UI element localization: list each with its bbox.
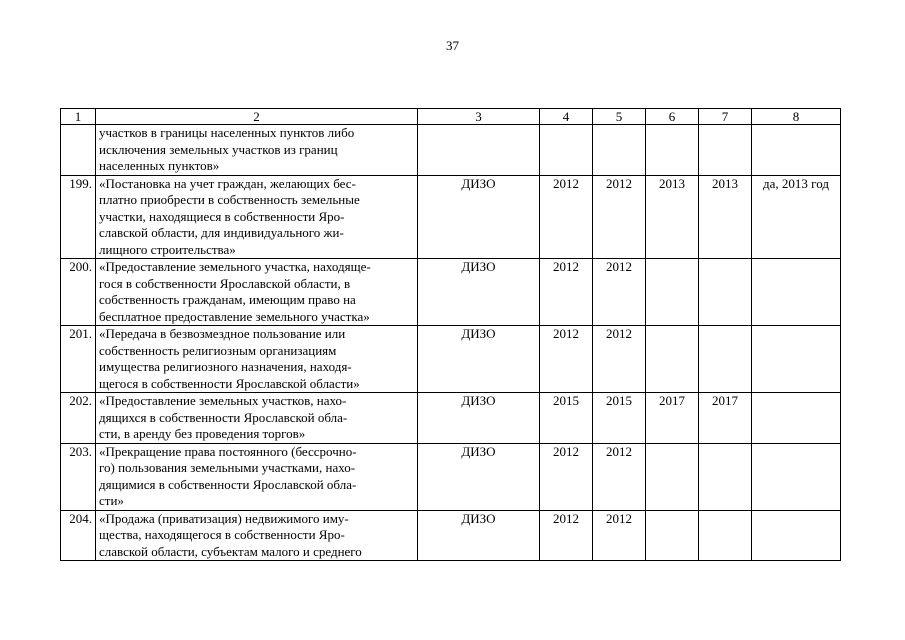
table-row	[61, 326, 841, 393]
column-6-cell	[646, 510, 699, 561]
service-description-cell	[96, 510, 418, 561]
column-4-cell: 2012	[540, 326, 593, 393]
row-number-cell: 201.	[61, 326, 96, 393]
service-description-line: участки, находящиеся в собственности Яро-	[99, 208, 345, 224]
column-3-cell: ДИЗО	[418, 393, 540, 444]
service-description-line: щества, находящегося в собственности Яро-	[99, 527, 345, 542]
column-3-cell	[418, 125, 540, 176]
column-5-cell: 2012	[593, 510, 646, 561]
header-cell-8: 8	[752, 109, 841, 125]
page-number: 37	[446, 38, 459, 53]
service-description-line: сти, в аренду без проведения торгов»	[99, 426, 306, 441]
column-5-cell: 2012	[593, 443, 646, 510]
column-8-cell	[752, 125, 841, 176]
column-4-cell: 2012	[540, 259, 593, 326]
table-row	[61, 175, 841, 259]
column-4-cell: 2012	[540, 510, 593, 561]
column-4-cell: 2015	[540, 393, 593, 444]
column-8-cell	[752, 259, 841, 326]
column-3-cell: ДИЗО	[418, 259, 540, 326]
column-7-cell: 2013	[699, 175, 752, 259]
column-8-cell: да, 2013 год	[752, 175, 841, 259]
service-description-line: платно приобрести в собственность земельные	[99, 192, 360, 207]
column-6-cell: 2017	[646, 393, 699, 444]
header-cell-6: 6	[646, 109, 699, 125]
row-number-cell: 200.	[61, 259, 96, 326]
table-body	[61, 109, 841, 561]
column-7-cell	[699, 326, 752, 393]
service-description-cell	[96, 259, 418, 326]
column-7-cell: 2017	[699, 393, 752, 444]
service-description-line: собственность религиозным организациям	[99, 342, 337, 358]
column-4-cell: 2012	[540, 175, 593, 259]
row-number-cell: 203.	[61, 443, 96, 510]
service-description-line: сти»	[99, 493, 124, 508]
service-description-line: «Предоставление земельного участка, находяще-	[99, 259, 371, 274]
service-description-line: лищного строительства»	[99, 241, 236, 257]
service-description-line: го) пользования земельными участками, нахо-	[99, 460, 356, 475]
service-description-cell	[96, 326, 418, 393]
column-5-cell	[593, 125, 646, 176]
header-cell-5: 5	[593, 109, 646, 125]
column-6-cell	[646, 125, 699, 176]
service-description-line: «Продажа (приватизация) недвижимого иму-	[99, 510, 349, 526]
services-table	[60, 108, 841, 561]
header-cell-2: 2	[96, 109, 418, 125]
column-6-cell	[646, 259, 699, 326]
header-cell-7: 7	[699, 109, 752, 125]
table-row	[61, 393, 841, 444]
service-description-line: «Предоставление земельных участков, нахо-	[99, 393, 347, 408]
service-description-line: славской области, для индивидуального жи-	[99, 225, 344, 240]
header-cell-1: 1	[61, 109, 96, 125]
column-7-cell	[699, 259, 752, 326]
column-5-cell: 2012	[593, 175, 646, 259]
column-6-cell	[646, 443, 699, 510]
column-3-cell: ДИЗО	[418, 443, 540, 510]
header-cell-4: 4	[540, 109, 593, 125]
column-6-cell: 2013	[646, 175, 699, 259]
column-4-cell	[540, 125, 593, 176]
service-description-line: имущества религиозного назначения, находя-	[99, 359, 352, 374]
service-description-line: дящихся в собственности Ярославской обла-	[99, 409, 348, 425]
column-8-cell	[752, 393, 841, 444]
column-8-cell	[752, 443, 841, 510]
service-description-line: дящимися в собственности Ярославской обла-	[99, 476, 357, 492]
column-5-cell: 2012	[593, 259, 646, 326]
table-row	[61, 259, 841, 326]
header-cell-3: 3	[418, 109, 540, 125]
service-description-cell	[96, 393, 418, 444]
service-description-line: собственность гражданам, имеющим право на	[99, 292, 356, 307]
service-description-line: «Постановка на учет граждан, желающих бес-	[99, 175, 356, 191]
column-3-cell: ДИЗО	[418, 510, 540, 561]
service-description-line: «Передача в безвозмездное пользование или	[99, 326, 346, 341]
row-number-cell: 199.	[61, 175, 96, 259]
column-7-cell	[699, 510, 752, 561]
row-number-cell	[61, 125, 96, 176]
column-3-cell: ДИЗО	[418, 326, 540, 393]
service-description-line: участков в границы населенных пунктов либо	[99, 125, 355, 140]
service-description-line: исключения земельных участков из границ	[99, 141, 338, 157]
column-5-cell: 2012	[593, 326, 646, 393]
column-8-cell	[752, 510, 841, 561]
row-number-cell: 202.	[61, 393, 96, 444]
column-6-cell	[646, 326, 699, 393]
row-number-cell: 204.	[61, 510, 96, 561]
column-7-cell	[699, 125, 752, 176]
table-row	[61, 125, 841, 176]
service-description-line: «Прекращение права постоянного (бессрочно-	[99, 443, 357, 459]
column-5-cell: 2015	[593, 393, 646, 444]
table-header-row	[61, 109, 841, 125]
service-description-line: щегося в собственности Ярославской области»	[99, 375, 360, 391]
table-row	[61, 510, 841, 561]
service-description-line: населенных пунктов»	[99, 158, 220, 173]
column-3-cell: ДИЗО	[418, 175, 540, 259]
service-description-cell	[96, 443, 418, 510]
service-description-cell	[96, 125, 418, 176]
column-8-cell	[752, 326, 841, 393]
column-7-cell	[699, 443, 752, 510]
column-4-cell: 2012	[540, 443, 593, 510]
service-description-line: славской области, субъектам малого и среднего	[99, 543, 362, 559]
service-description-line: гося в собственности Ярославской области, в	[99, 275, 351, 291]
table-row	[61, 443, 841, 510]
service-description-cell	[96, 175, 418, 259]
service-description-line: бесплатное предоставление земельного участка»	[99, 308, 370, 324]
